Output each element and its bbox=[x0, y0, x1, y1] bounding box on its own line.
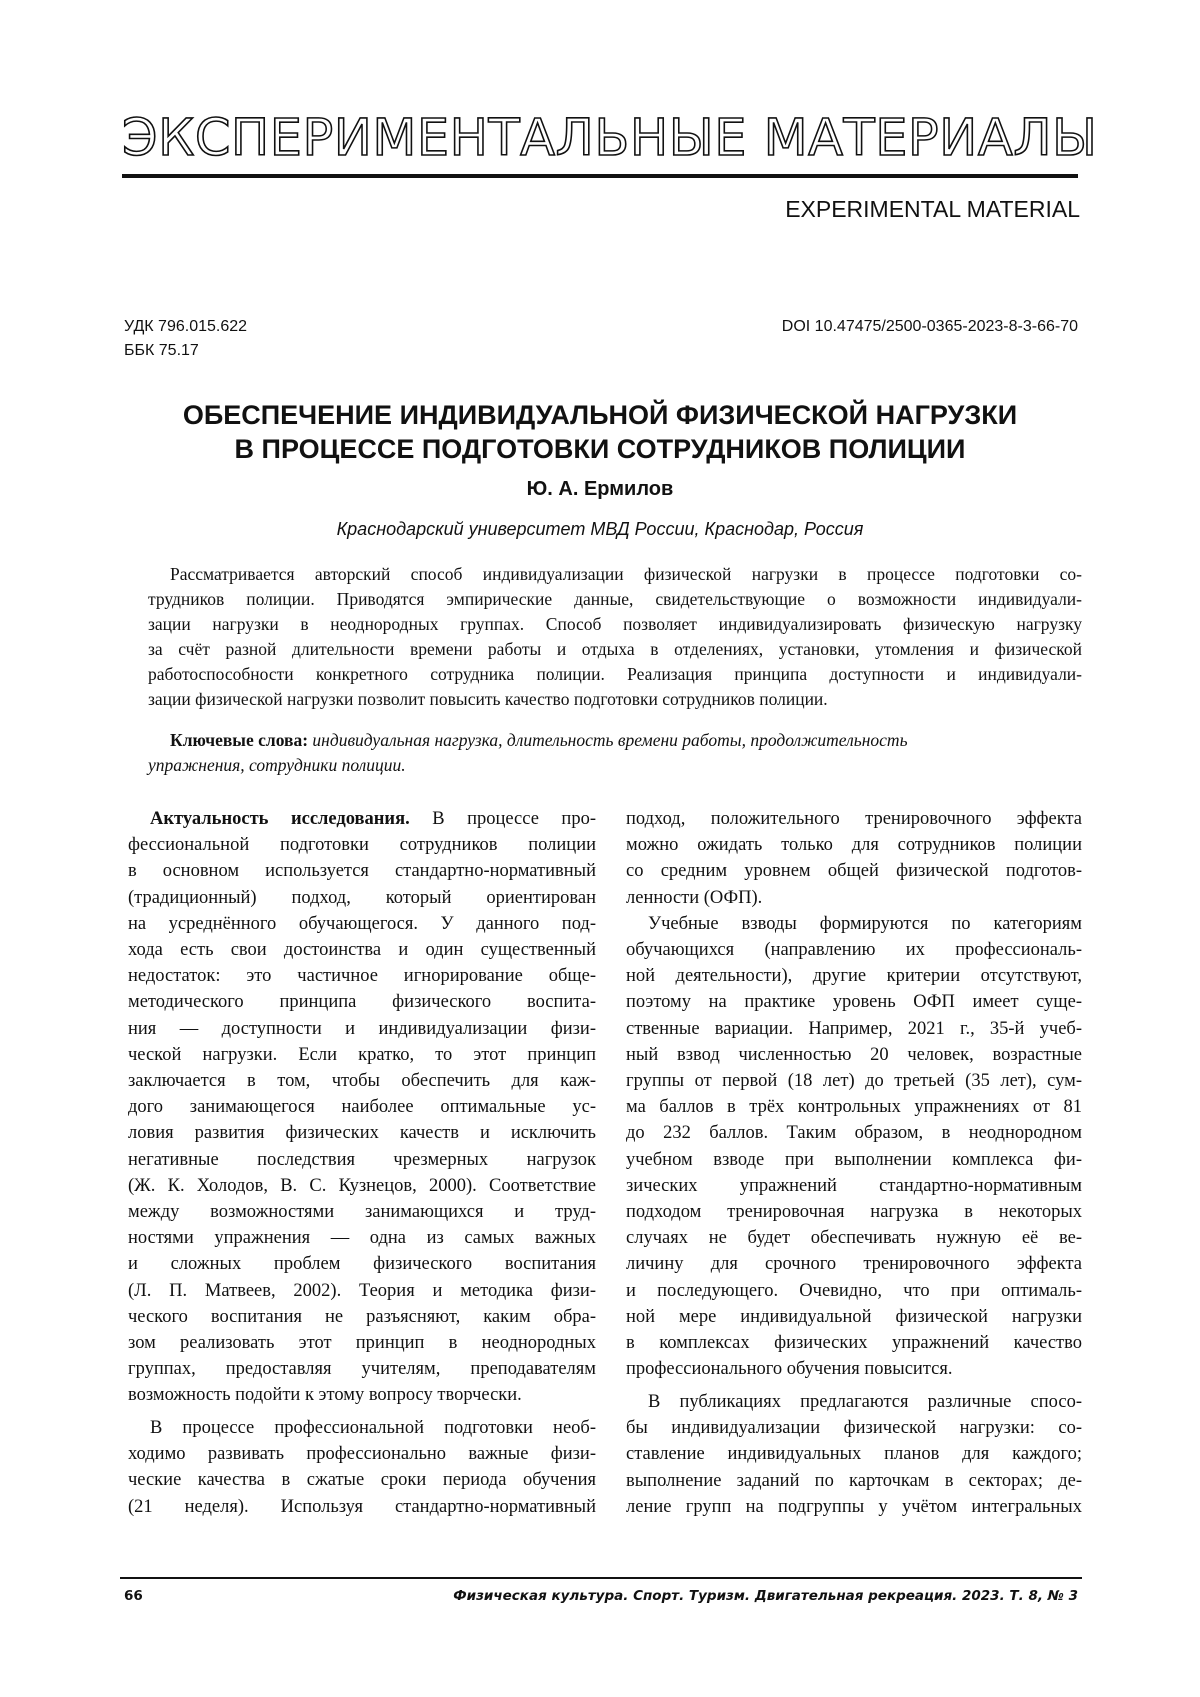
body-line: ственные вариации. Например, 2021 г., 35-й учеб- bbox=[626, 1018, 1082, 1039]
bbk-code: ББК 75.17 bbox=[124, 342, 199, 359]
body-line: возможность подойти к этому вопросу творчески. bbox=[128, 1385, 522, 1406]
article-title-line-1: ОБЕСПЕЧЕНИЕ ИНДИВИДУАЛЬНОЙ ФИЗИЧЕСКОЙ НАГРУЗКИ bbox=[182, 400, 1018, 430]
udk-code: УДК 796.015.622 bbox=[124, 318, 248, 335]
body-line: и последующего. Очевидно, что при оптималь- bbox=[626, 1280, 1082, 1301]
body-line: выполнение заданий по карточкам в секторах; де- bbox=[626, 1470, 1082, 1491]
body-line: ностями упражнения — одна из самых важных bbox=[128, 1228, 596, 1249]
body-line: ленности (ОФП). bbox=[626, 887, 763, 908]
keywords-label: Ключевые слова: bbox=[170, 730, 309, 750]
abstract-line: за счёт разной длительности времени работы и отдыха в отделениях, установки, утомления и физической bbox=[148, 639, 1082, 659]
body-line: в основном используется стандартно-нормативный bbox=[128, 861, 596, 882]
section-subtitle: EXPERIMENTAL MATERIAL bbox=[785, 196, 1080, 222]
page-number: 66 bbox=[124, 1588, 143, 1604]
abstract-line: трудников полиции. Приводятся эмпирические данные, свидетельствующие о возможности индивидуали- bbox=[148, 589, 1082, 609]
body-line: В процессе профессиональной подготовки необ- bbox=[150, 1418, 596, 1438]
section-title: ЭКСПЕРИМЕНТАЛЬНЫЕ МАТЕРИАЛЫ bbox=[122, 109, 1098, 168]
body-line: ческие качества в сжатые сроки периода обучения bbox=[128, 1470, 596, 1491]
body-line: ставление индивидуальных планов для каждого; bbox=[626, 1444, 1082, 1465]
body-line: ной деятельности), другие критерии отсутствуют, bbox=[626, 966, 1082, 987]
body-line: ческой нагрузки. Если кратко, то этот принцип bbox=[128, 1044, 596, 1065]
body-line: (Ж. К. Холодов, В. С. Кузнецов, 2000). Соответствие bbox=[128, 1175, 596, 1196]
abstract-line: Рассматривается авторский способ индивидуализации физической нагрузки в процессе подготовки со- bbox=[170, 564, 1082, 584]
doi: DOI 10.47475/2500-0365-2023-8-3-66-70 bbox=[781, 318, 1078, 335]
body-text: В процессе про- bbox=[432, 809, 596, 829]
body-line bbox=[150, 806, 596, 832]
body-line: подход, положительного тренировочного эффекта bbox=[626, 809, 1082, 829]
body-line: (21 неделя). Используя стандартно-нормативный bbox=[128, 1496, 596, 1517]
keywords-text: упражнения, сотрудники полиции. bbox=[148, 755, 406, 775]
body-line: ния — доступности и индивидуализации физи- bbox=[128, 1018, 596, 1039]
author: Ю. А. Ермилов bbox=[526, 478, 674, 500]
body-line: В публикациях предлагаются различные спосо- bbox=[648, 1392, 1082, 1412]
body-line: Учебные взводы формируются по категориям bbox=[648, 913, 1082, 934]
body-line: зом реализовать этот принцип в неоднородных bbox=[128, 1333, 596, 1353]
body-line: методического принципа физического воспита- bbox=[128, 992, 596, 1013]
body-line: со средним уровнем общей физической подготов- bbox=[626, 861, 1082, 882]
body-line: поэтому на практике уровень ОФП имеет суще- bbox=[626, 992, 1082, 1013]
body-line: ма баллов в трёх контрольных упражнениях от 81 bbox=[626, 1097, 1082, 1118]
body-line: до 232 баллов. Таким образом, в неоднородном bbox=[626, 1123, 1082, 1144]
body-line: ходимо развивать профессионально важные физи- bbox=[128, 1444, 596, 1465]
body-line: зических упражнений стандартно-нормативным bbox=[626, 1175, 1082, 1196]
body-line: хода есть свои достоинства и один существенный bbox=[128, 940, 596, 960]
body-line: личину для срочного тренировочного эффекта bbox=[626, 1254, 1082, 1275]
body-line: дого занимающегося наиболее оптимальные ус- bbox=[128, 1097, 596, 1118]
body-line: группы от первой (18 лет) до третьей (35 лет), сум- bbox=[626, 1071, 1082, 1091]
keywords-line-2 bbox=[148, 753, 406, 778]
body-line: профессионального обучения повысится. bbox=[626, 1359, 953, 1380]
body-line: в комплексах физических упражнений качество bbox=[626, 1333, 1082, 1353]
body-line: можно ожидать только для сотрудников полиции bbox=[626, 835, 1082, 856]
body-line: (традиционный) подход, который ориентирован bbox=[128, 887, 596, 908]
body-line: случаях не будет обеспечивать нужную её ве- bbox=[626, 1228, 1082, 1249]
body-line: (Л. П. Матвеев, 2002). Теория и методика физи- bbox=[128, 1280, 596, 1301]
keywords-text: индивидуальная нагрузка, длительность времени работы, продолжительность bbox=[312, 730, 908, 750]
body-line: на усреднённого обучающегося. У данного под- bbox=[128, 913, 596, 934]
body-line: негативные последствия чрезмерных нагрузок bbox=[128, 1149, 596, 1170]
body-line: обучающихся (направлению их профессиональ- bbox=[626, 940, 1082, 960]
header-rule bbox=[122, 174, 1078, 178]
body-line: фессиональной подготовки сотрудников полиции bbox=[128, 835, 596, 856]
body-line: заключается в том, чтобы обеспечить для каж- bbox=[128, 1071, 596, 1091]
keywords-line-1 bbox=[170, 728, 908, 753]
body-line: недостаток: это частичное игнорирование обще- bbox=[128, 966, 596, 987]
journal-reference: Физическая культура. Спорт. Туризм. Двигательная рекреация. 2023. Т. 8, № 3 bbox=[453, 1588, 1078, 1604]
abstract-line: зации физической нагрузки позволит повысить качество подготовки сотрудников полиции. bbox=[148, 689, 828, 709]
body-line: между возможностями занимающихся и труд- bbox=[128, 1202, 596, 1222]
footer-rule bbox=[120, 1577, 1082, 1579]
abstract-line: работоспособности конкретного сотрудника полиции. Реализация принципа доступности и индивидуали- bbox=[148, 664, 1082, 684]
section-lead: Актуальность исследования. bbox=[150, 809, 410, 829]
body-line: подходом тренировочная нагрузка в некоторых bbox=[626, 1202, 1082, 1222]
body-line: ной мере индивидуальной физической нагрузки bbox=[626, 1306, 1082, 1327]
abstract-line: зации нагрузки в неоднородных группах. Способ позволяет индивидуализировать физическую нагрузку bbox=[148, 614, 1082, 634]
body-line: учебном взводе при выполнении комплекса фи- bbox=[626, 1149, 1082, 1170]
body-line: группах, предоставляя учителям, преподавателям bbox=[128, 1359, 596, 1380]
article-title-line-2: В ПРОЦЕССЕ ПОДГОТОВКИ СОТРУДНИКОВ ПОЛИЦИИ bbox=[234, 434, 966, 464]
body-line: ловия развития физических качеств и исключить bbox=[128, 1123, 596, 1144]
body-line: бы индивидуализации физической нагрузки: со- bbox=[626, 1418, 1082, 1439]
affiliation: Краснодарский университет МВД России, Краснодар, Россия bbox=[336, 519, 864, 539]
body-line: ческого воспитания не разъясняют, каким обра- bbox=[128, 1306, 596, 1327]
body-line: ный взвод численностью 20 человек, возрастные bbox=[626, 1044, 1082, 1065]
body-line: ление групп на подгруппы у учётом интегральных bbox=[626, 1496, 1082, 1517]
body-line: и сложных проблем физического воспитания bbox=[128, 1254, 596, 1275]
